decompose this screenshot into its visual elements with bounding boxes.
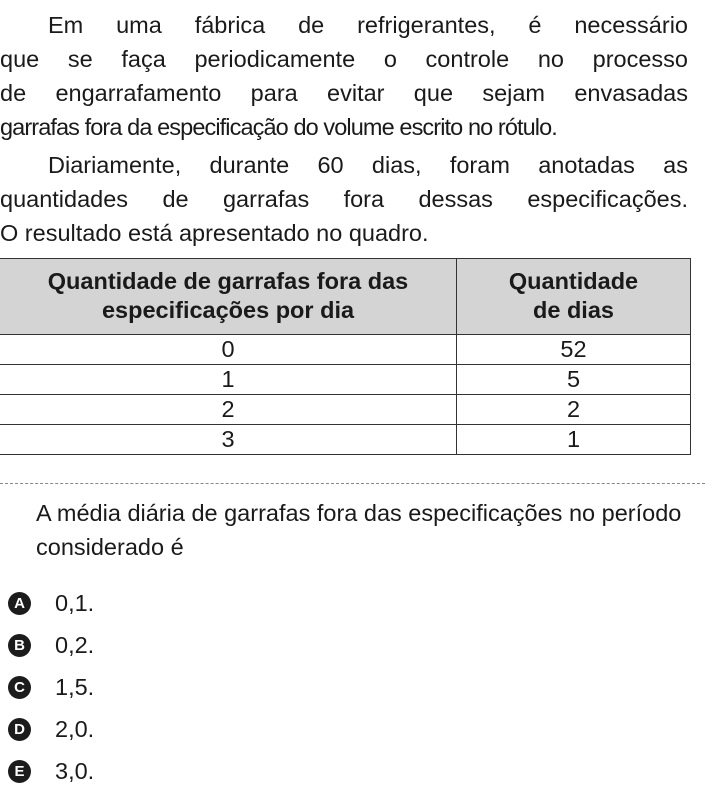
option-letter-badge: C bbox=[8, 676, 31, 699]
text-line: Em uma fábrica de refrigerantes, é necessário bbox=[48, 12, 688, 38]
question-text: A média diária de garrafas fora das especificações no período considerado é bbox=[36, 500, 682, 560]
cell-days: 5 bbox=[457, 365, 691, 395]
option-text: 2,0. bbox=[55, 715, 95, 742]
header-text: especificações por dia bbox=[101, 297, 355, 323]
text-line: de engarrafamento para evitar que sejam envasadas bbox=[0, 80, 688, 106]
dashed-divider bbox=[0, 483, 705, 484]
option-letter-badge: A bbox=[8, 592, 31, 615]
cell-days: 1 bbox=[457, 425, 691, 455]
text-line: quantidades de garrafas fora dessas especificações. bbox=[0, 186, 688, 212]
option-letter-badge: E bbox=[8, 760, 31, 783]
option-text: 3,0. bbox=[55, 757, 95, 784]
table-row bbox=[0, 335, 691, 365]
header-bottles-per-day bbox=[0, 259, 457, 335]
text-line: Diariamente, durante 60 dias, foram anotadas as bbox=[48, 152, 688, 178]
text-line: O resultado está apresentado no quadro. bbox=[0, 220, 429, 246]
header-text: Quantidade de garrafas fora das bbox=[47, 268, 409, 294]
text-line: garrafas fora da especificação do volume escrito no rótulo. bbox=[0, 114, 557, 140]
option-letter-badge: B bbox=[8, 634, 31, 657]
option-b[interactable] bbox=[8, 630, 94, 660]
cell-bottles: 3 bbox=[0, 425, 457, 455]
option-e[interactable] bbox=[8, 756, 94, 786]
cell-bottles: 1 bbox=[0, 365, 457, 395]
data-table bbox=[0, 258, 691, 455]
option-a[interactable] bbox=[8, 588, 94, 618]
text-line: que se faça periodicamente o controle no processo bbox=[0, 46, 688, 72]
option-c[interactable] bbox=[8, 672, 94, 702]
method-paragraph bbox=[0, 148, 688, 250]
header-text: Quantidade bbox=[508, 268, 639, 294]
option-letter-badge: D bbox=[8, 718, 31, 741]
table-row bbox=[0, 365, 691, 395]
table-row bbox=[0, 425, 691, 455]
option-text: 0,1. bbox=[55, 589, 95, 616]
cell-days: 2 bbox=[457, 395, 691, 425]
header-number-of-days bbox=[457, 259, 691, 335]
table-header-row bbox=[0, 259, 691, 335]
cell-bottles: 0 bbox=[0, 335, 457, 365]
option-d[interactable] bbox=[8, 714, 94, 744]
intro-paragraph bbox=[0, 8, 688, 144]
option-text: 1,5. bbox=[55, 673, 95, 700]
table-row bbox=[0, 395, 691, 425]
option-text: 0,2. bbox=[55, 631, 95, 658]
header-text: de dias bbox=[533, 297, 614, 323]
cell-days: 52 bbox=[457, 335, 691, 365]
cell-bottles: 2 bbox=[0, 395, 457, 425]
